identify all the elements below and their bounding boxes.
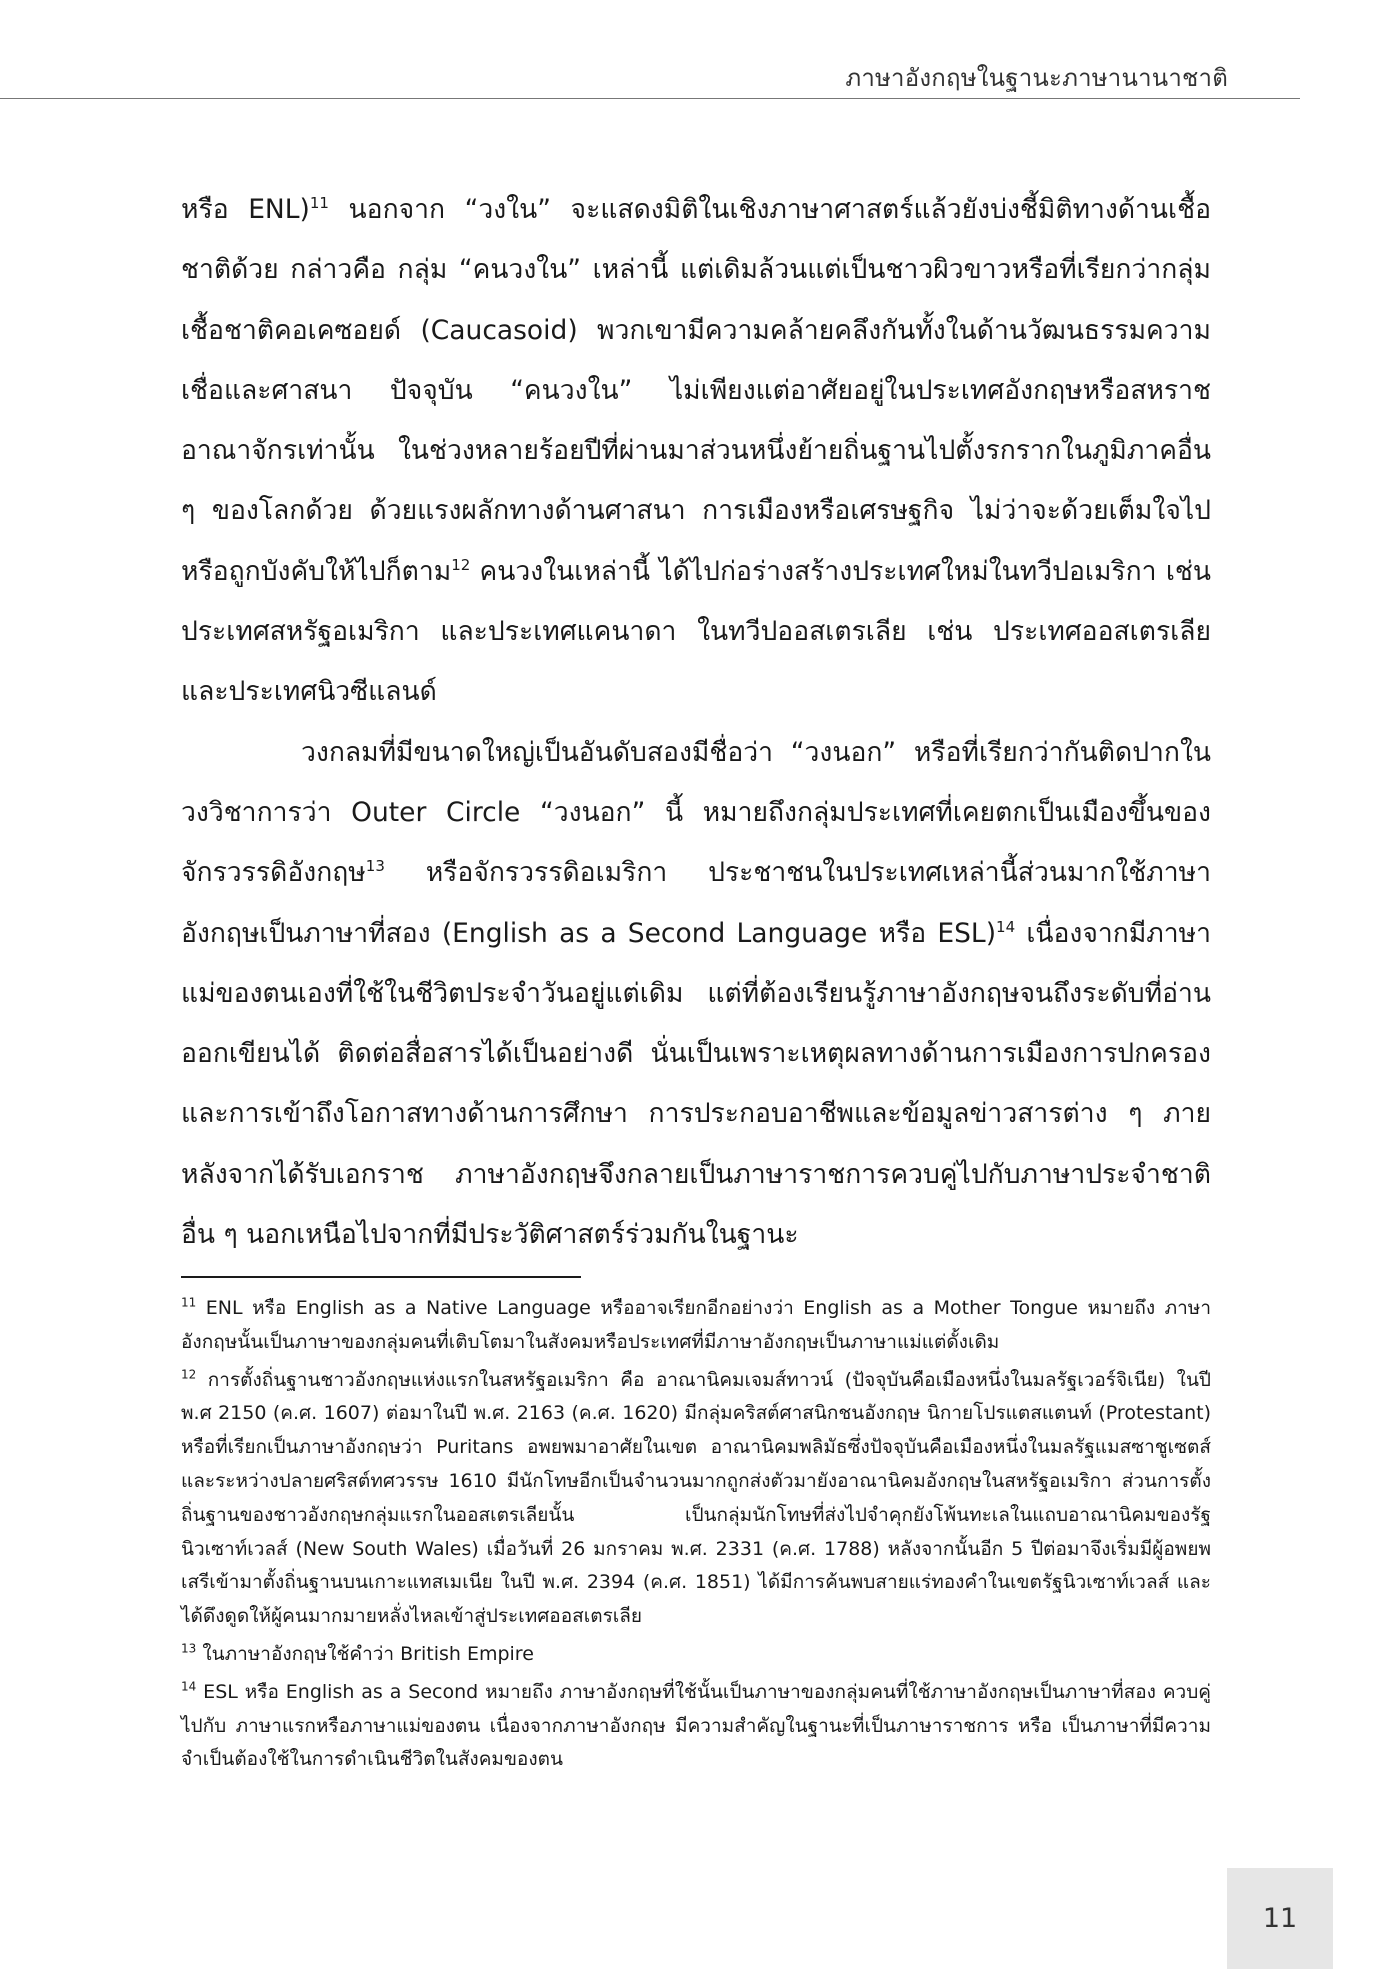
footnote-number: 11 (181, 1295, 197, 1310)
footnote-14 (181, 1676, 1211, 1777)
footnote-text: การตั้งถิ่นฐานชาวอังกฤษแห่งแรกในสหรัฐอเมริกา คือ อาณานิคมเจมส์ทาวน์ (ปัจจุบันคือเมืองหนึ่งในมลรัฐเวอร์จิเนีย) ในปี พ.ศ 2150 (ค.ศ. 1607) ต่อมาในปี พ.ศ. 2163 (ค.ศ. 1620) มีกลุ่มคริสต์ศาสนิกชนอังกฤษ นิกายโปรแตสแตนท์ (Protestant) หรือที่เรียกเป็นภาษาอังกฤษว่า Puritans อพยพมาอาศัยในเขต อาณานิคมพลิมัธซึ่งปัจจุบันคือเมืองหนึ่งในมลรัฐแมสซาชูเซตส์ และระหว่างปลายศริสต์ทศวรรษ 1610 มีนักโทษอีกเป็นจำนวนมากถูกส่งตัวมายังอาณานิคมอังกฤษในสหรัฐอเมริกา ส่วนการตั้งถิ่นฐานของชาวอังกฤษกลุ่มแรกในออสเตรเลียนั้น เป็นกลุ่มนักโทษที่ส่งไปจำคุกยังโพ้นทะเลในแถบอาณานิคมของรัฐนิวเซาท์เวลส์ (New South Wales) เมื่อวันที่ 26 มกราคม พ.ศ. 2331 (ค.ศ. 1788) หลังจากนั้นอีก 5 ปีต่อมาจึงเริ่มมีผู้อพยพเสรีเข้ามาตั้งถิ่นฐานบนเกาะแทสเมเนีย ในปี พ.ศ. 2394 (ค.ศ. 1851) ได้มีการค้นพบสายแร่ทองคำในเขตรัฐนิวเซาท์เวลส์ และได้ดึงดูดให้ผู้คนมากมายหลั่งไหลเข้าสู่ประเทศออสเตรเลีย (181, 1368, 1211, 1628)
paragraph-text: วงกลมที่มีขนาดใหญ่เป็นอันดับสองมีชื่อว่า “วงนอก” หรือที่เรียกว่ากันติดปากในวงวิชาการว่า Outer Circle “วงนอก” นี้ หมายถึงกลุ่มประเทศที่เคยตกเป็นเมืองขึ้นของจักรวรรดิอังกฤษ (181, 736, 1211, 889)
header-rule (0, 98, 1300, 99)
footnote-reference: 11 (309, 194, 329, 213)
paragraph-text: คนวงในเหล่านี้ ได้ไปก่อร่างสร้างประเทศใหม่ในทวีปอเมริกา เช่น ประเทศสหรัฐอเมริกา และประเทศแคนาดา ในทวีปออสเตรเลีย เช่น ประเทศออสเตรเลีย และประเทศนิวซีแลนด์ (181, 555, 1211, 708)
footnote-number: 14 (181, 1679, 197, 1694)
footnote-12 (181, 1364, 1211, 1634)
page-number (1227, 1868, 1333, 1969)
footnote-reference: 13 (365, 857, 385, 876)
footnote-separator (181, 1276, 581, 1278)
footnote-13 (181, 1638, 1211, 1672)
footnote-reference: 12 (451, 555, 471, 574)
page-number-label: 11 (1262, 1903, 1298, 1934)
paragraph-text: หรือจักรวรรดิอเมริกา ประชาชนในประเทศเหล่านี้ส่วนมากใช้ภาษาอังกฤษเป็นภาษาที่สอง (English as a Second Language หรือ ESL) (181, 857, 1211, 949)
body-paragraph-2 (181, 723, 1211, 1266)
footnote-text: ESL หรือ English as a Second หมายถึง ภาษาอังกฤษที่ใช้นั้นเป็นภาษาของกลุ่มคนที่ใช้ภาษาอังกฤษเป็นภาษาที่สอง ควบคู่ไปกับ ภาษาแรกหรือภาษาแม่ของตน เนื่องจากภาษาอังกฤษ มีความสำคัญในฐานะที่เป็นภาษาราชการ หรือ เป็นภาษาที่มีความจำเป็นต้องใช้ในการดำเนินชีวิตในสังคมของตน (181, 1680, 1211, 1771)
footnote-number: 12 (181, 1367, 197, 1382)
footnote-number: 13 (181, 1641, 197, 1656)
paragraph-text: หรือ ENL) (181, 194, 310, 225)
footnotes (181, 1292, 1211, 1781)
footnote-11 (181, 1292, 1211, 1360)
footnote-text: ในภาษาอังกฤษใช้คำว่า British Empire (196, 1642, 534, 1665)
body-paragraph-1 (181, 180, 1211, 723)
footnote-text: ENL หรือ English as a Native Language หรืออาจเรียกอีกอย่างว่า English as a Mother Tongue หมายถึง ภาษาอังกฤษนั้นเป็นภาษาของกลุ่มคนที่เติบโตมาในสังคมหรือประเทศที่มีภาษาอังกฤษเป็นภาษาแม่แต่ดั้งเดิม (181, 1297, 1211, 1353)
paragraph-text: นอกจาก “วงใน” จะแสดงมิติในเชิงภาษาศาสตร์แล้วยังบ่งชี้มิติทางด้านเชื้อชาติด้วย กล่าวคือ กลุ่ม “คนวงใน” เหล่านี้ แต่เดิมล้วนแต่เป็นชาวผิวขาวหรือที่เรียกว่ากลุ่มเชื้อชาติคอเคซอยด์ (Caucasoid) พวกเขามีความคล้ายคลึงกันทั้งในด้านวัฒนธรรมความเชื่อและศาสนา ปัจจุบัน “คนวงใน” ไม่เพียงแต่อาศัยอยู่ในประเทศอังกฤษหรือสหราชอาณาจักรเท่านั้น ในช่วงหลายร้อยปีที่ผ่านมาส่วนหนึ่งย้ายถิ่นฐานไปตั้งรกรากในภูมิภาคอื่น ๆ ของโลกด้วย ด้วยแรงผลักทางด้านศาสนา การเมืองหรือเศรษฐกิจ ไม่ว่าจะด้วยเต็มใจไปหรือถูกบังคับให้ไปก็ตาม (181, 194, 1211, 587)
footnote-reference: 14 (996, 917, 1016, 936)
paragraph-text: เนื่องจากมีภาษาแม่ของตนเองที่ใช้ในชีวิตประจำวันอยู่แต่เดิม แต่ที่ต้องเรียนรู้ภาษาอังกฤษจนถึงระดับที่อ่านออกเขียนได้ ติดต่อสื่อสารได้เป็นอย่างดี นั่นเป็นเพราะเหตุผลทางด้านการเมืองการปกครอง และการเข้าถึงโอกาสทางด้านการศึกษา การประกอบอาชีพและข้อมูลข่าวสารต่าง ๆ ภายหลังจากได้รับเอกราช ภาษาอังกฤษจึงกลายเป็นภาษาราชการควบคู่ไปกับภาษาประจำชาติอื่น ๆ นอกเหนือไปจากที่มีประวัติศาสตร์ร่วมกันในฐานะ (181, 917, 1211, 1251)
running-header-title: ภาษาอังกฤษในฐานะภาษานานาชาติ (845, 64, 1228, 92)
body-text (181, 180, 1211, 1265)
